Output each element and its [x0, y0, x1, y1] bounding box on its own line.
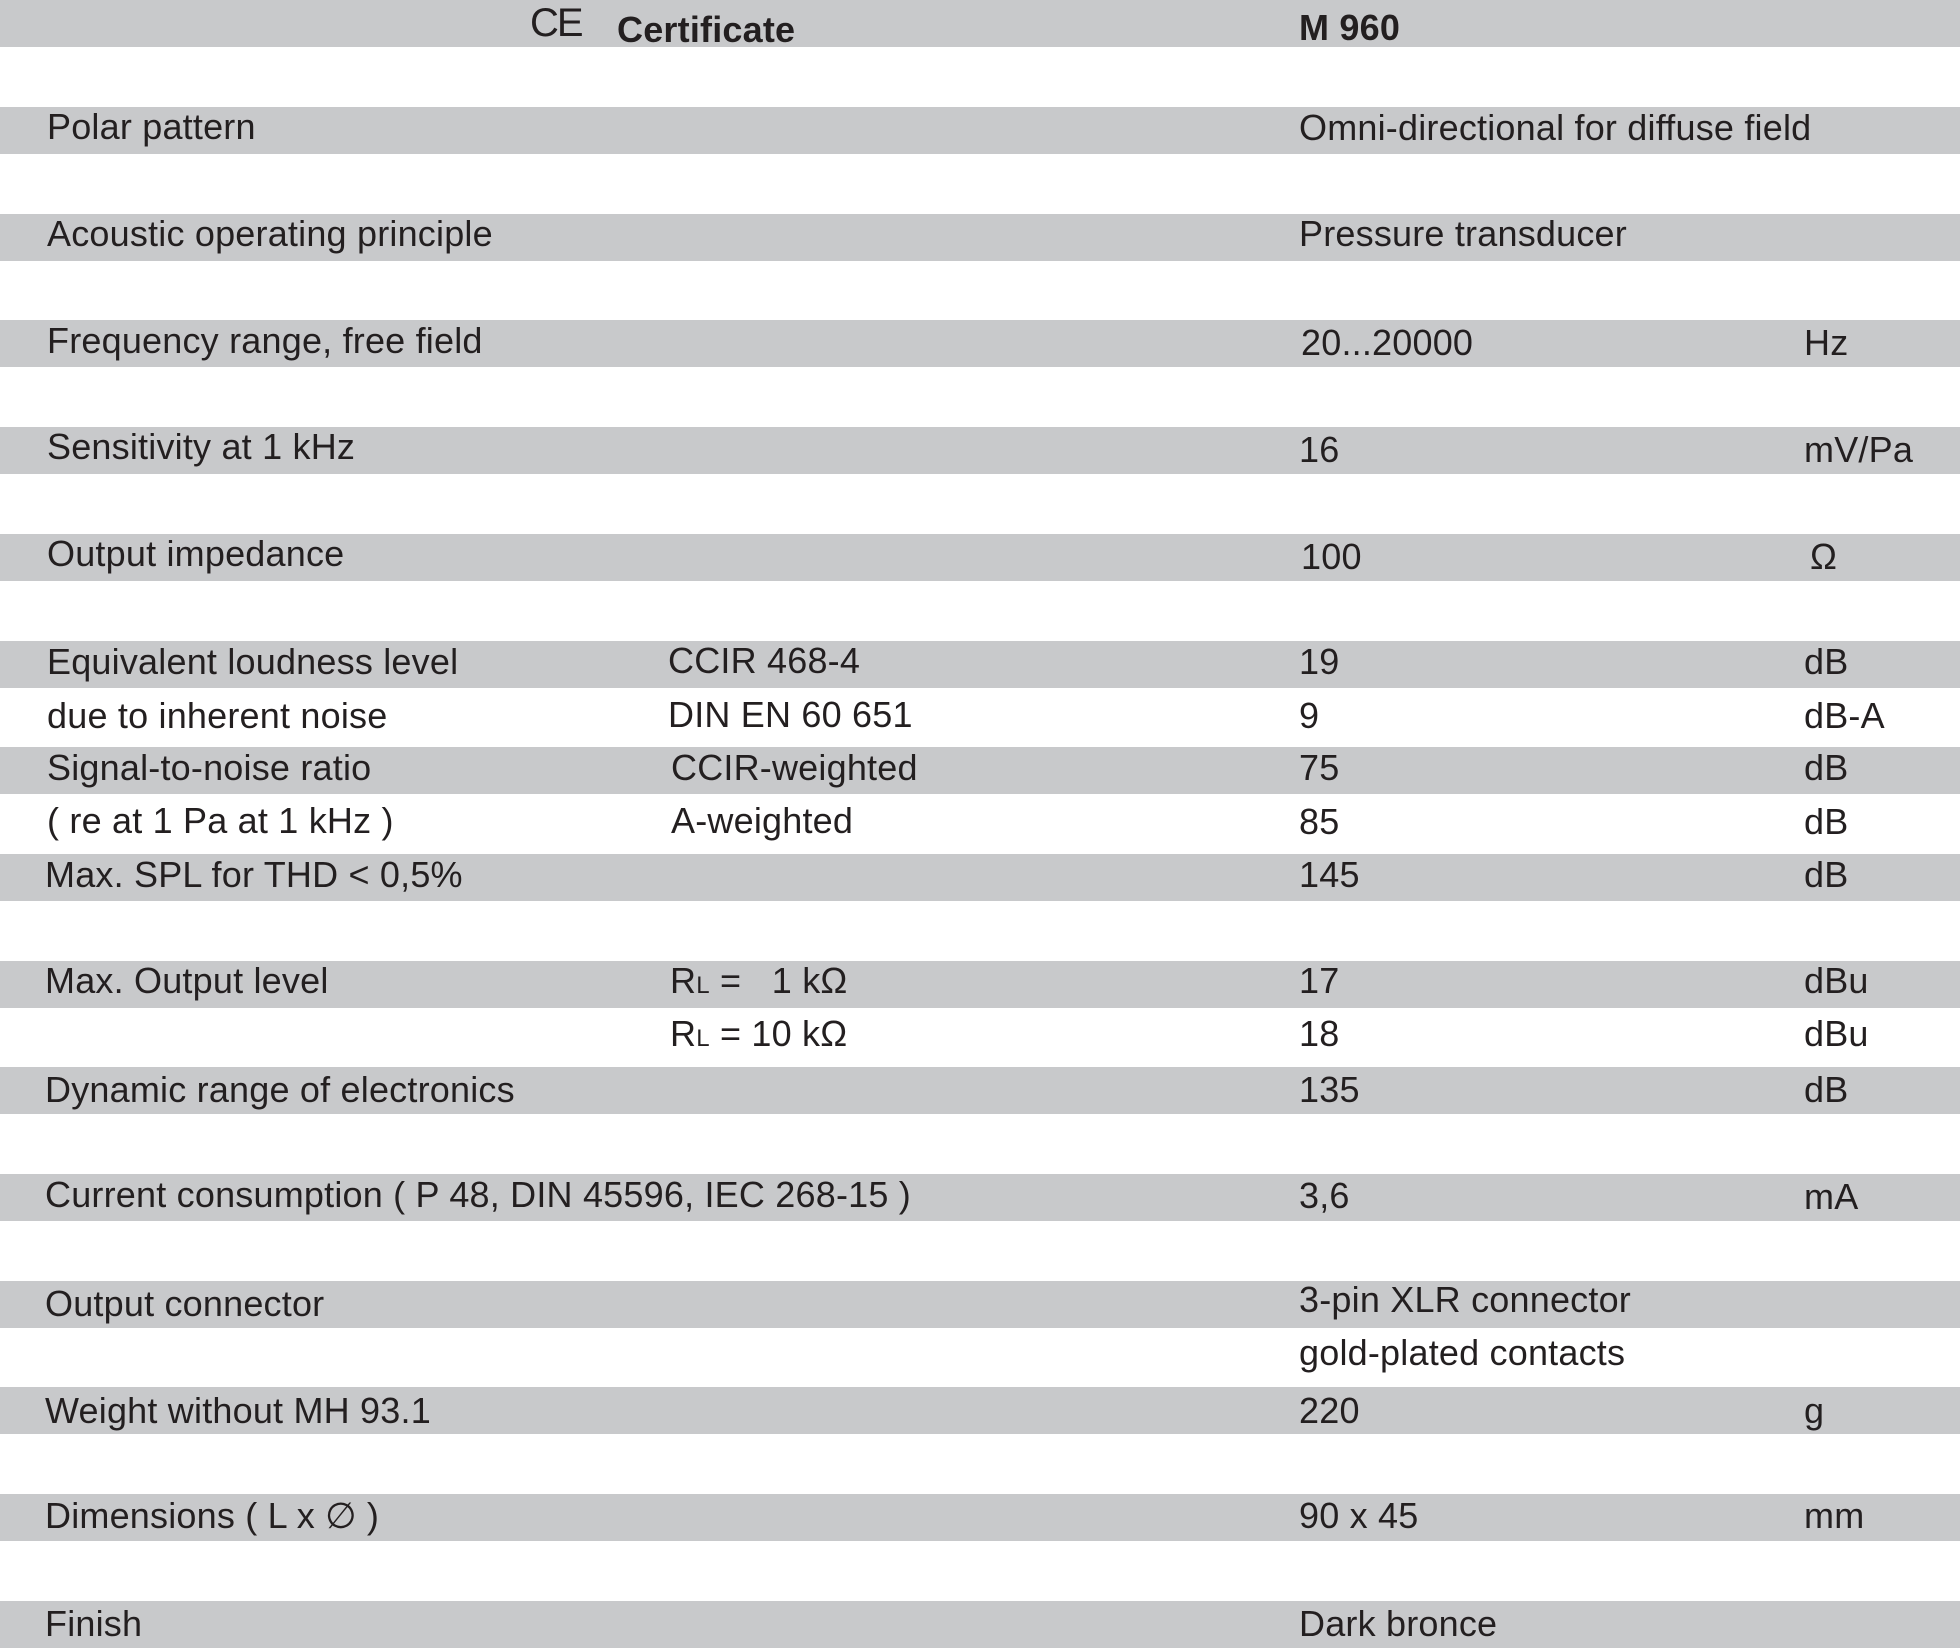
connector-label: Output connector [45, 1283, 325, 1324]
dynamic-range-value: 135 [1299, 1069, 1360, 1110]
current-value: 3,6 [1299, 1175, 1350, 1216]
max-spl-unit: dB [1804, 854, 1849, 895]
operating-principle-value: Pressure transducer [1299, 213, 1627, 254]
frequency-value: 20...20000 [1301, 322, 1474, 363]
sensitivity-unit: mV/Pa [1804, 429, 1914, 470]
snr-cond2: A-weighted [671, 800, 854, 841]
weight-value: 220 [1299, 1390, 1360, 1431]
dynamic-range-label: Dynamic range of electronics [45, 1069, 515, 1110]
loudness-cond1: CCIR 468-4 [668, 640, 861, 681]
loudness-label-line1: Equivalent loudness level [47, 641, 459, 682]
operating-principle-label: Acoustic operating principle [47, 213, 493, 254]
loudness-unit2: dB-A [1804, 695, 1885, 736]
polar-pattern-value: Omni-directional for diffuse field [1299, 107, 1812, 148]
page-title: Certificate [617, 9, 796, 50]
finish-value: Dark bronce [1299, 1603, 1498, 1644]
max-output-cond1-value: = 1 kΩ [719, 960, 848, 1001]
max-output-unit1: dBu [1804, 960, 1869, 1001]
max-output-unit2: dBu [1804, 1013, 1869, 1054]
row-band-finish [0, 1601, 1960, 1648]
ce-mark-logo: CE [530, 1, 582, 45]
impedance-label: Output impedance [47, 533, 345, 574]
polar-pattern-label: Polar pattern [47, 106, 256, 147]
dimensions-value: 90 x 45 [1299, 1495, 1419, 1536]
max-output-value2: 18 [1299, 1013, 1340, 1054]
max-spl-value: 145 [1299, 854, 1360, 895]
dimensions-unit: mm [1804, 1495, 1865, 1536]
max-spl-label: Max. SPL for THD < 0,5% [45, 854, 463, 895]
weight-unit: g [1804, 1390, 1825, 1431]
frequency-unit: Hz [1804, 322, 1849, 363]
loudness-value1: 19 [1299, 641, 1340, 682]
loudness-label-line2: due to inherent noise [47, 695, 388, 736]
dynamic-range-unit: dB [1804, 1069, 1849, 1110]
frequency-label: Frequency range, free field [47, 320, 483, 361]
impedance-unit: Ω [1810, 536, 1838, 577]
current-unit: mA [1804, 1176, 1859, 1217]
max-output-cond1 [670, 957, 848, 1009]
impedance-value: 100 [1301, 536, 1362, 577]
snr-unit1: dB [1804, 747, 1849, 788]
connector-value-line1: 3-pin XLR connector [1299, 1279, 1631, 1320]
snr-cond1: CCIR-weighted [671, 747, 918, 788]
r-symbol: R [670, 1013, 697, 1054]
loudness-cond2: DIN EN 60 651 [668, 694, 913, 735]
max-output-value1: 17 [1299, 960, 1340, 1001]
r-subscript: L [696, 1025, 710, 1052]
max-output-cond2 [670, 1010, 847, 1062]
snr-label-line2: ( re at 1 Pa at 1 kHz ) [47, 800, 394, 841]
r-symbol: R [670, 960, 697, 1001]
snr-label-line1: Signal-to-noise ratio [47, 747, 372, 788]
loudness-unit1: dB [1804, 641, 1849, 682]
loudness-value2: 9 [1299, 695, 1320, 736]
r-subscript: L [696, 972, 710, 999]
sensitivity-value: 16 [1299, 429, 1340, 470]
model-name: M 960 [1299, 7, 1401, 48]
snr-unit2: dB [1804, 801, 1849, 842]
row-band-header [0, 0, 1960, 47]
snr-value1: 75 [1299, 747, 1340, 788]
max-output-label: Max. Output level [45, 960, 329, 1001]
dimensions-label: Dimensions ( L x ∅ ) [45, 1495, 380, 1536]
current-label: Current consumption ( P 48, DIN 45596, IEC 268-15 ) [45, 1174, 911, 1215]
max-output-cond2-value: = 10 kΩ [719, 1013, 848, 1054]
finish-label: Finish [45, 1603, 143, 1644]
connector-value-line2: gold-plated contacts [1299, 1332, 1626, 1373]
snr-value2: 85 [1299, 801, 1340, 842]
sensitivity-label: Sensitivity at 1 kHz [47, 426, 356, 467]
weight-label: Weight without MH 93.1 [45, 1390, 431, 1431]
